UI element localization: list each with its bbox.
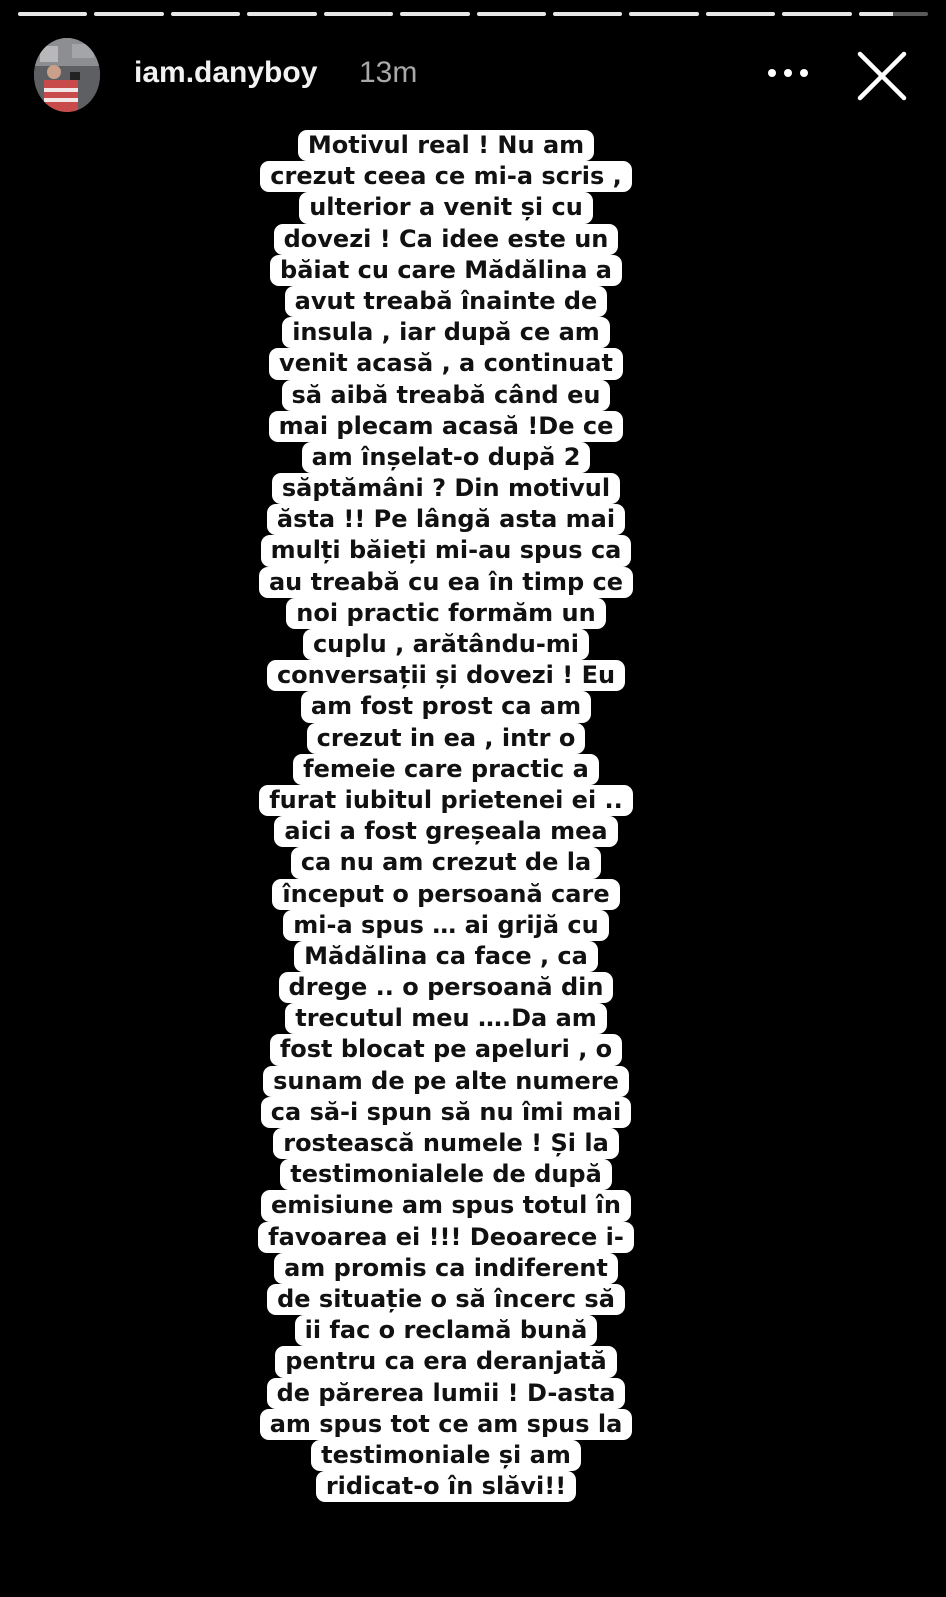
story-text-line: venit acasă , a continuat [269,348,623,379]
story-text-line: noi practic formăm un [286,598,605,629]
story-text-line: sunam de pe alte numere [263,1066,629,1097]
story-text-line: am fost prost ca am [301,691,591,722]
story-text-line: testimoniale și am [311,1440,581,1471]
story-text-line: Mădălina ca face , ca [294,941,598,972]
story-text-line: ii fac o reclamă bună [295,1315,598,1346]
story-text-line: fost blocat pe apeluri , o [270,1034,622,1065]
progress-segment-fill [782,12,851,16]
story-text-line: femeie care practic a [293,754,599,785]
story-text-line: mai plecam acasă !De ce [269,411,624,442]
story-text-line: au treabă cu ea în timp ce [259,567,633,598]
close-x-icon[interactable] [854,48,910,104]
story-text-line: ridicat-o în slăvi!! [316,1471,576,1502]
story-text-line: emisiune am spus totul în [261,1190,631,1221]
story-text-line: crezut in ea , intr o [307,723,586,754]
story-text-line: săptămâni ? Din motivul [272,473,620,504]
story-text-line: furat iubitul prietenei ei .. [259,785,633,816]
progress-segment-fill [477,12,546,16]
story-text-line: insula , iar după ce am [282,317,610,348]
username[interactable]: iam.danyboy [134,56,318,89]
story-text-line: mi-a spus … ai grijă cu [283,910,608,941]
progress-segment [782,12,851,16]
progress-segment [477,12,546,16]
story-header [34,38,926,112]
story-text-line: cuplu , arătându-mi [303,629,589,660]
story-text-line: testimonialele de după [280,1159,612,1190]
story-text-line: de părerea lumii ! D-asta [267,1378,626,1409]
story-text-line: de situație o să încerc să [267,1284,625,1315]
progress-segment-fill [629,12,698,16]
story-progress-bar [18,12,928,16]
avatar[interactable] [34,38,100,112]
story-text-line: ăsta !! Pe lângă asta mai [267,504,625,535]
progress-segment [629,12,698,16]
story-text-line: rostească numele ! Și la [273,1128,619,1159]
progress-segment [553,12,622,16]
story-text-line: ca să-i spun să nu îmi mai [261,1097,631,1128]
story-text-line: dovezi ! Ca idee este un [274,224,619,255]
story-text-line: mulți băieți mi-au spus ca [261,535,632,566]
story-text-line: băiat cu care Mădălina a [270,255,622,286]
progress-segment-fill [171,12,240,16]
progress-segment-fill [706,12,775,16]
progress-segment [18,12,87,16]
story-text-line: pentru ca era deranjată [275,1346,616,1377]
story-text-line: am înșelat-o după 2 [302,442,591,473]
story-text-line: Motivul real ! Nu am [298,130,594,161]
story-text-line: ca nu am crezut de la [291,847,601,878]
progress-segment [706,12,775,16]
story-text-line: ulterior a venit și cu [299,192,593,223]
progress-segment-fill [94,12,163,16]
progress-segment-fill [18,12,87,16]
progress-segment [324,12,393,16]
story-text-line: favoarea ei !!! Deoarece i- [258,1222,634,1253]
progress-segment [400,12,469,16]
progress-segment [171,12,240,16]
story-text-line: am promis ca indiferent [274,1253,618,1284]
progress-segment-fill [400,12,469,16]
story-text-line: conversații și dovezi ! Eu [267,660,625,691]
story-text-line: drege .. o persoană din [279,972,614,1003]
story-text-line: trecutul meu ….Da am [285,1003,607,1034]
progress-segment-fill [324,12,393,16]
story-text-line: început o persoană care [272,879,619,910]
story-text-line: aici a fost greșeala mea [274,816,617,847]
more-horizontal-icon[interactable] [766,58,810,88]
story-text-line: avut treabă înainte de [285,286,608,317]
story-text-line: am spus tot ce am spus la [260,1409,633,1440]
timestamp: 13m [359,56,418,89]
profile-photo [34,38,100,112]
story-text-block [0,130,892,1502]
story-text-line: să aibă treabă când eu [282,380,611,411]
progress-segment-fill [859,12,894,16]
progress-segment-fill [247,12,316,16]
progress-segment [247,12,316,16]
progress-segment [94,12,163,16]
story-text-line: crezut ceea ce mi-a scris , [260,161,632,192]
progress-segment-fill [553,12,622,16]
progress-segment [859,12,928,16]
